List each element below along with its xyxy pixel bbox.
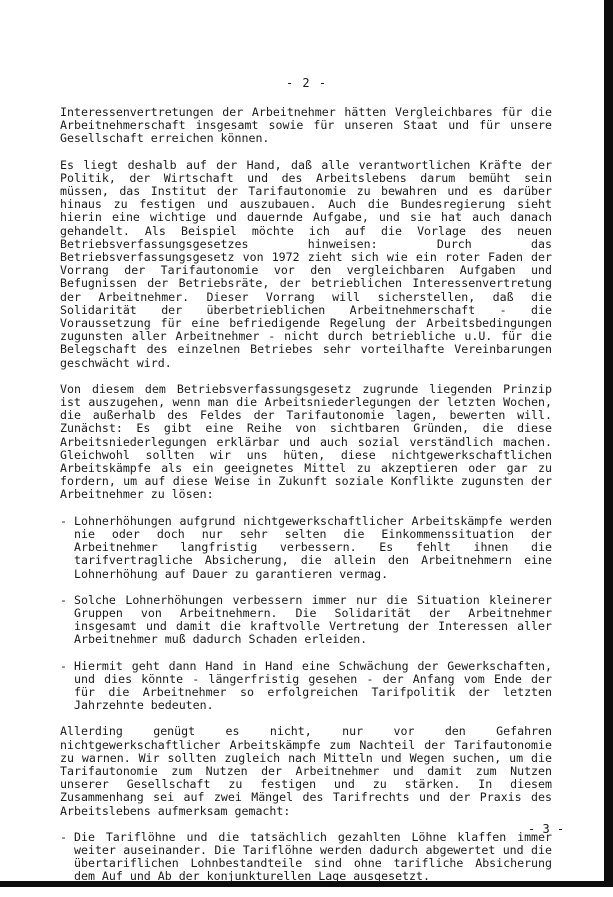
bullet-dash: - (60, 513, 67, 528)
bullet-text: Solche Lohnerhöhungen verbessern immer nur die Situation kleinerer Gruppen von Arbeitnehmern. Die Solidarität der Arbeitnehmer insgesamt und damit die kraftvolle Vertretung der Interessen aller Arbeitnehmer muß dadurch Schaden erleiden. (74, 592, 552, 647)
bullet-text: Lohnerhöhungen aufgrund nichtgewerkschaftlicher Arbeitskämpfe werden nie oder doch nur sehr selten die Einkommenssituation der Arbeitnehmer langfristig verbessern. Es fehlt ihnen die tarifvertragliche Absicherung, die allein den Arbeitnehmern eine Lohnerhöhung auf Dauer zu garantieren vermag. (74, 513, 552, 581)
paragraph-4: Allerding genügt es nicht, nur vor den Gefahren nichtgewerkschaftlicher Arbeitskämpfe zum Nachteil der Tarifautonomie zu warnen. Wir sollten zugleich nach Mitteln und Wegen suchen, um die Tarifautonomie zum Nutzen der Arbeitnehmer und damit zum Nutzen unserer Gesellschaft zu festigen und zu stärken. In diesem Zusammenhang sei auf zwei Mängel des Tarifrechts und der Praxis des Arbeitslebens aufmerksam gemacht: (60, 724, 552, 818)
bullet-item (60, 831, 552, 884)
bullet-dash: - (60, 658, 67, 673)
paragraph-3: Von diesem dem Betriebsverfassungsgesetz zugrunde liegenden Prinzip ist auszugehen, wenn man die Arbeitsniederlegungen der letzten Wochen, die außerhalb des Feldes der Tarifautonomie lagen, bewerten will. Zunächst: Es gibt eine Reihe von sichtbaren Gründen, die diese Arbeitsniederlegungen erklärbar und auch sozial verständlich machen. Gleichwohl sollten wir uns hüten, diese nichtgewerkschaftlichen Arbeitskämpfe als ein geeignetes Mittel zu akzeptieren oder gar zu fordern, um auf diese Weise in Zukunft soziale Konflikte zugunsten der Arbeitnehmer zu lösen: (60, 381, 552, 502)
bullet-item (60, 515, 552, 581)
bullet-text: Hiermit geht dann Hand in Hand eine Schwächung der Gewerkschaften, und dies könnte - längerfristig gesehen - der Anfang vom Ende der für die Arbeitnehmer so erfolgreichen Tarifpolitik der letzten Jahrzehnte bedeuten. (74, 658, 552, 713)
bullet-item (60, 594, 552, 647)
scan-border-right (604, 0, 613, 887)
bullet-item (60, 660, 552, 713)
page-number: - 2 - (285, 76, 328, 90)
paragraph-1: Interessenvertretungen der Arbeitnehmer hätten Vergleichbares für die Arbeitnehmerschaft insgesamt sowie für unseren Staat und für unsere Gesellschaft erreichen können. (60, 105, 552, 146)
bullet-dash: - (60, 592, 67, 607)
bullet-dash: - (60, 829, 67, 844)
document-body (60, 106, 552, 897)
paragraph-2: Es liegt deshalb auf der Hand, daß alle verantwortlichen Kräfte der Politik, der Wirtschaft und des Arbeitslebens darum bemüht sein müssen, das Institut der Tarifautonomie zu bewahren und es darüber hinaus zu festigen und auszubauen. Auch die Bundesregierung sieht hierin eine wichtige und dauernde Aufgabe, und sie hat auch danach gehandelt. Als Beispiel möchte ich auf die Vorlage des neuen Betriebsverfassungsgesetzes hinweisen: Durch das Betriebsverfassungsgesetz von 1972 zieht sich wie ein roter Faden der Vorrang der Tarifautonomie vor den vergleichbaren Aufgaben und Befugnissen der Betriebsräte, der betrieblichen Interessenvertretung der Arbeitnehmer. Dieser Vorrang will sicherstellen, daß die Solidarität der überbetrieblichen Arbeitnehmerschaft - die Voraussetzung für eine befriedigende Regelung der Arbeitsbedingungen zugunsten aller Arbeitnehmer - nicht durch betriebliche u.U. für die Belegschaft des einzelnen Betriebes sehr vorteilhafte Vereinbarungen geschwächt wird. (60, 157, 552, 370)
continuation-page-marker: - 3 - (528, 822, 565, 836)
bullet-text: Die Tariflöhne und die tatsächlich gezahlten Löhne klaffen immer weiter auseinander. Die Tariflöhne werden dadurch abgewertet und die übertariflichen Lohnbestandteile sind ohne tarifliche Absicherung dem Auf und Ab der konjunkturellen Lage ausgesetzt. (74, 829, 552, 884)
